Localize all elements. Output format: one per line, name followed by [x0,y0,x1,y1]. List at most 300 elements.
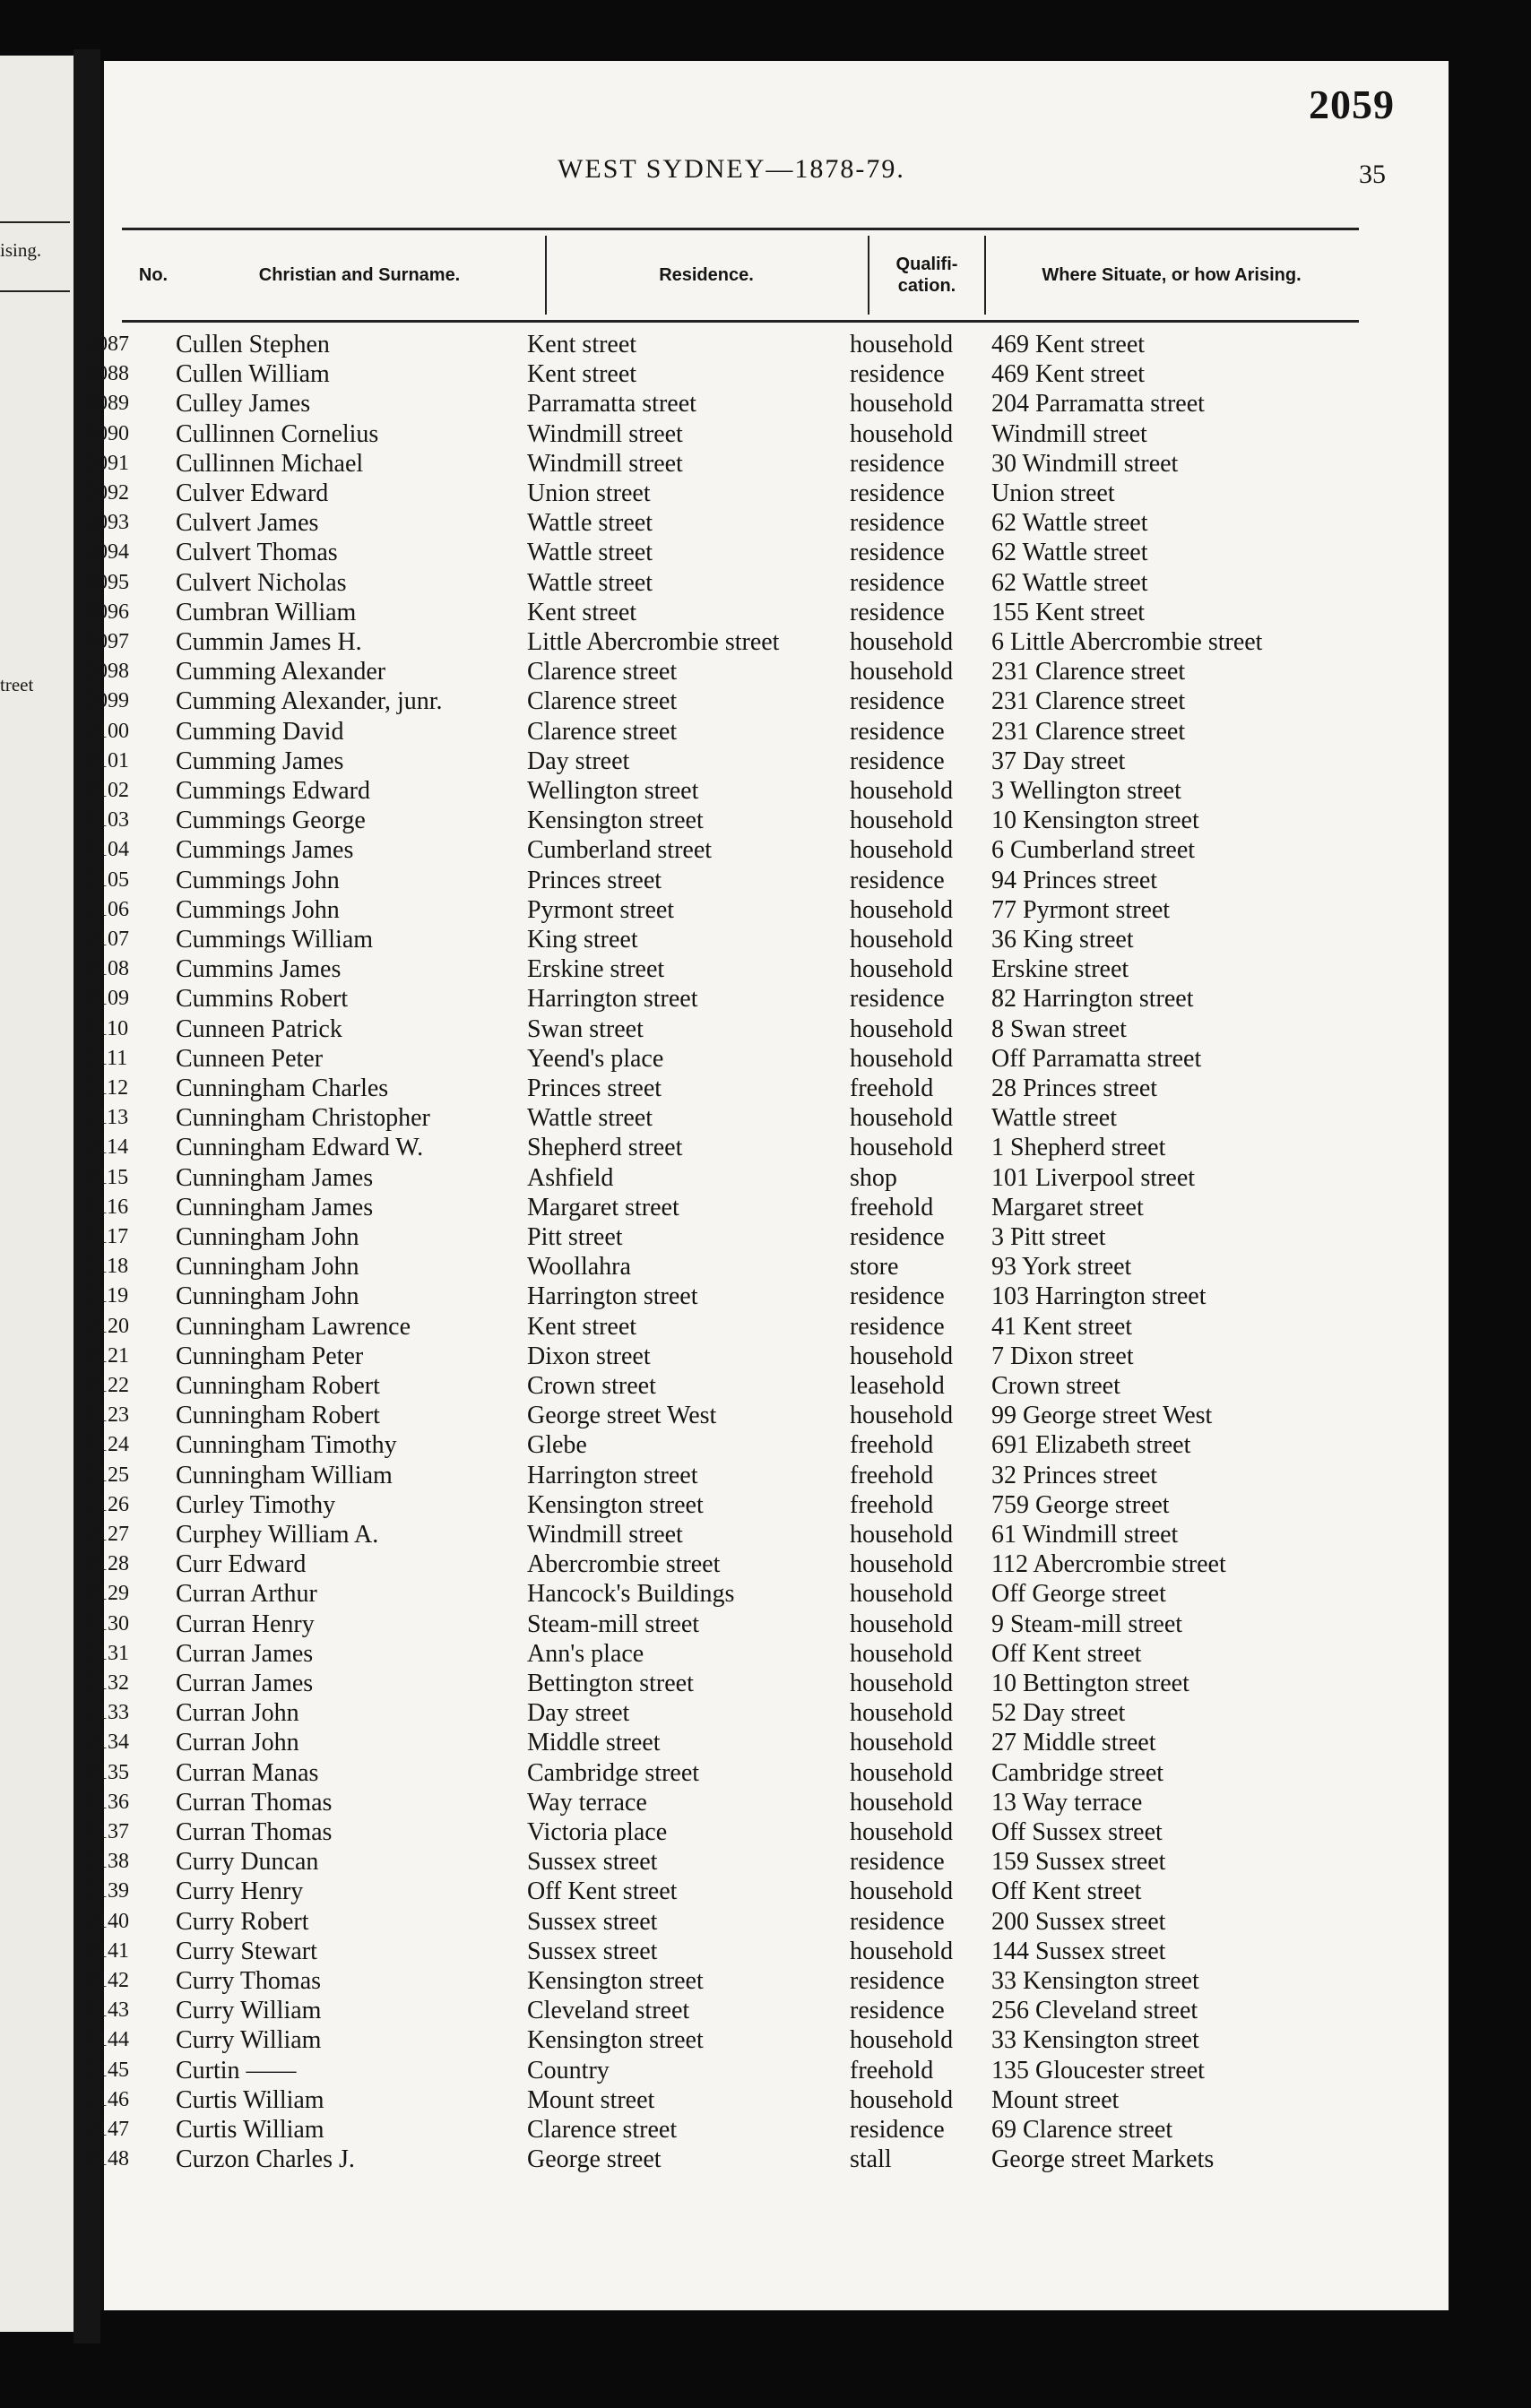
table-row [86,389,1449,419]
entry-number: 2106 [86,897,129,921]
elector-name: Cunningham William [176,1461,393,1489]
residence: George street [527,2145,662,2174]
entry-number: 2099 [86,689,129,713]
residence: Little Abercrombie street [527,628,780,656]
where-situate: Cambridge street [991,1758,1164,1787]
where-situate: 6 Cumberland street [991,836,1196,865]
table-row [86,1014,1449,1044]
table-row [86,1401,1449,1430]
qualification: stall [850,2145,892,2174]
qualification: residence [850,568,945,597]
where-situate: 10 Bettington street [991,1670,1189,1697]
entry-number: 2126 [86,1492,129,1516]
residence: Wattle street [527,1104,653,1133]
where-situate: 52 Day street [991,1699,1126,1728]
header-name: Christian and Surname. [258,265,461,285]
residence: Wattle street [527,568,653,597]
qualification: household [850,331,954,358]
where-situate: Off Sussex street [991,1818,1163,1846]
where-situate: Off Kent street [991,1639,1142,1668]
qualification: store [850,1253,899,1282]
elector-name: Cunneen Peter [176,1044,324,1073]
residence: Pyrmont street [527,895,675,924]
residence: Harrington street [527,1282,698,1311]
entry-number: 2129 [86,1582,129,1606]
where-situate: 103 Harrington street [991,1282,1207,1311]
qualification: household [850,895,954,924]
table-row [86,1669,1449,1698]
table-row [86,1579,1449,1609]
entry-number: 2115 [86,1165,129,1189]
entry-number: 2113 [86,1106,129,1130]
qualification: household [850,1402,954,1430]
where-situate: 69 Clarence street [991,2116,1173,2144]
qualification: residence [850,1907,945,1936]
entry-number: 2144 [86,2028,129,2052]
qualification: household [850,807,954,835]
where-situate: Windmill street [991,419,1147,448]
table-row [86,2145,1449,2174]
residence: Kensington street [527,807,704,835]
where-situate: 93 York street [991,1253,1132,1282]
facing-page-text-fragment: treet [0,674,34,695]
where-situate: 9 Steam-mill street [991,1610,1183,1638]
elector-name: Curry Henry [176,1877,304,1906]
elector-name: Culvert Nicholas [176,568,347,597]
elector-name: Cummings John [176,866,340,894]
residence: Sussex street [527,1937,658,1965]
elector-name: Curran James [176,1670,314,1697]
elector-name: Cunningham Christopher [176,1104,430,1133]
qualification: household [850,2085,954,2114]
entry-number: 2092 [86,481,129,505]
entry-number: 2120 [86,1314,129,1338]
table-row [86,1312,1449,1342]
table-row [86,2115,1449,2145]
elector-name: Curran Thomas [176,1818,333,1846]
residence: Wellington street [527,777,699,805]
facing-page-header-fragment: ising. [0,239,42,261]
entry-number: 2128 [86,1552,129,1576]
elector-name: Cummings John [176,895,340,924]
residence: Crown street [527,1372,656,1400]
elector-name: Cunningham John [176,1223,359,1251]
residence: Yeend's place [527,1044,664,1073]
residence: Way terrace [527,1788,647,1817]
elector-name: Cunningham John [176,1282,359,1311]
where-situate: Wattle street [991,1104,1118,1133]
where-situate: 62 Wattle street [991,509,1148,538]
entry-number: 2110 [86,1016,129,1040]
where-situate: 62 Wattle street [991,539,1148,567]
table-row [86,1698,1449,1728]
entry-number: 2087 [86,332,129,356]
residence: George street West [527,1402,717,1430]
entry-number: 2098 [86,660,129,684]
table-row [86,1610,1449,1639]
elector-name: Cunningham Robert [176,1402,380,1430]
qualification: household [850,1580,954,1609]
where-situate: 33 Kensington street [991,1967,1199,1995]
header-where: Where Situate, or how Arising. [1042,265,1302,285]
residence: Kent street [527,1312,637,1341]
table-row [86,1074,1449,1103]
table-row [86,330,1449,359]
qualification: residence [850,1312,945,1341]
register-page [86,61,1449,2310]
entry-number: 2100 [86,719,129,743]
qualification: household [850,1758,954,1787]
entry-number: 2102 [86,779,129,802]
table-row [86,1996,1449,2025]
where-situate: 99 George street West [991,1402,1213,1430]
qualification: freehold [850,2056,934,2084]
residence: Princes street [527,1075,662,1102]
table-row [86,2085,1449,2115]
where-situate: 27 Middle street [991,1729,1156,1757]
qualification: freehold [850,1461,934,1489]
elector-name: Culvert Thomas [176,539,338,567]
residence: Sussex street [527,1907,658,1936]
residence: Cumberland street [527,836,713,865]
elector-name: Curtis William [176,2116,324,2144]
table-row [86,895,1449,925]
header-no: No. [138,265,169,285]
table-row [86,1549,1449,1579]
qualification: residence [850,1282,945,1311]
entry-number: 2143 [86,1998,129,2023]
qualification: household [850,1699,954,1728]
table-row [86,835,1449,865]
where-situate: 231 Clarence street [991,687,1186,716]
table-row [86,1430,1449,1460]
elector-name: Cumming James [176,747,344,775]
qualification: residence [850,1997,945,2025]
entry-number: 2089 [86,392,129,416]
entry-number: 2093 [86,511,129,535]
table-row [86,359,1449,389]
where-situate: 469 Kent street [991,331,1146,358]
table-row [86,925,1449,954]
where-situate: 1 Shepherd street [991,1134,1166,1162]
where-situate: George street Markets [991,2145,1215,2174]
residence: Swan street [527,1014,644,1043]
where-situate: 200 Sussex street [991,1907,1166,1936]
residence: Clarence street [527,2116,678,2144]
entry-number: 2118 [86,1255,129,1279]
qualification: residence [850,449,945,478]
entry-number: 2141 [86,1938,129,1963]
elector-name: Cumming Alexander, junr. [176,687,443,716]
table-row [86,2056,1449,2085]
elector-name: Cummings George [176,807,366,835]
table-row [86,984,1449,1014]
table-row [86,1282,1449,1311]
elector-name: Cullen Stephen [176,331,330,358]
elector-name: Cumbran William [176,598,357,626]
residence: Sussex street [527,1848,658,1877]
elector-name: Cummings William [176,926,374,954]
elector-name: Cummings James [176,836,354,865]
where-situate: 7 Dixon street [991,1342,1134,1370]
where-situate: 3 Wellington street [991,777,1181,805]
where-situate: 61 Windmill street [991,1521,1179,1549]
entry-number: 2130 [86,1611,129,1636]
qualification: residence [850,479,945,507]
entry-number: 2148 [86,2147,129,2171]
qualification: household [850,1014,954,1043]
entry-number: 2131 [86,1641,129,1665]
where-situate: 101 Liverpool street [991,1163,1196,1192]
qualification: household [850,1342,954,1370]
table-row [86,1520,1449,1549]
qualification: residence [850,687,945,716]
entry-number: 2139 [86,1879,129,1903]
residence: Off Kent street [527,1877,678,1906]
where-situate: 231 Clarence street [991,658,1186,686]
residence: Harrington street [527,1461,698,1489]
residence: Victoria place [527,1818,668,1846]
elector-name: Curzon Charles J. [176,2145,355,2174]
residence: Abercrombie street [527,1550,721,1579]
table-row [86,1639,1449,1669]
residence: King street [527,926,638,954]
elector-name: Cumming David [176,717,344,746]
where-situate: 28 Princes street [991,1075,1158,1102]
qualification: household [850,1788,954,1817]
qualification: residence [850,598,945,626]
table-row [86,1163,1449,1193]
elector-name: Curry Duncan [176,1848,319,1877]
residence: Dixon street [527,1342,651,1370]
elector-name: Culvert James [176,509,319,538]
residence: Woollahra [527,1253,631,1282]
elector-name: Cunningham Timothy [176,1431,397,1460]
residence: Ashfield [527,1163,614,1192]
table-row [86,1728,1449,1757]
qualification: household [850,777,954,805]
qualification: residence [850,866,945,894]
residence: Ann's place [527,1639,644,1668]
elector-name: Cullinnen Cornelius [176,419,379,448]
qualification: household [850,390,954,419]
where-situate: Union street [991,479,1115,507]
elector-name: Curry William [176,2026,322,2055]
page-title: WEST SYDNEY—1878-79. [558,154,905,184]
entry-number: 2101 [86,748,129,772]
entry-number: 2117 [86,1225,129,1248]
residence: Windmill street [527,1521,683,1549]
entry-number: 2138 [86,1850,129,1874]
where-situate: 231 Clarence street [991,717,1186,746]
qualification: residence [850,2116,945,2144]
where-situate: 3 Pitt street [991,1223,1106,1251]
elector-name: Curr Edward [176,1550,307,1579]
qualification: household [850,628,954,656]
residence: Kent street [527,360,637,389]
qualification: household [850,1104,954,1133]
entry-number: 2145 [86,2058,129,2082]
elector-name: Cumming Alexander [176,658,386,686]
table-row [86,1788,1449,1817]
residence: Windmill street [527,419,683,448]
qualification: household [850,1877,954,1906]
elector-name: Curran Thomas [176,1788,333,1817]
residence: Princes street [527,866,662,894]
qualification: freehold [850,1431,934,1460]
elector-name: Curry William [176,1997,322,2025]
qualification: household [850,836,954,865]
where-situate: 759 George street [991,1490,1170,1519]
elector-name: Cullinnen Michael [176,449,364,478]
qualification: household [850,926,954,954]
where-situate: 33 Kensington street [991,2026,1199,2055]
table-row [86,1490,1449,1520]
table-row [86,1966,1449,1996]
where-situate: 94 Princes street [991,866,1158,894]
elector-name: Cunneen Patrick [176,1014,342,1043]
qualification: household [850,1134,954,1162]
elector-name: Curphey William A. [176,1521,379,1549]
header-residence: Residence. [659,265,754,285]
entry-number: 2097 [86,630,129,653]
residence: Kensington street [527,2026,704,2055]
where-situate: Mount street [991,2085,1120,2114]
entry-number: 2104 [86,838,129,862]
qualification: freehold [850,1075,934,1102]
qualification: household [850,1639,954,1668]
where-situate: 204 Parramatta street [991,390,1205,419]
qualification: residence [850,360,945,389]
entry-number: 2137 [86,1820,129,1843]
entry-number: 2109 [86,987,129,1011]
where-situate: 8 Swan street [991,1014,1127,1043]
table-row [86,1817,1449,1847]
entry-number: 2091 [86,451,129,475]
elector-name: Cummins James [176,955,342,984]
where-situate: 30 Windmill street [991,449,1179,478]
qualification: household [850,1610,954,1638]
qualification: household [850,1818,954,1846]
residence: Wattle street [527,509,653,538]
entry-number: 2108 [86,957,129,981]
qualification: residence [850,509,945,538]
residence: Clarence street [527,687,678,716]
where-situate: 41 Kent street [991,1312,1133,1341]
where-situate: 10 Kensington street [991,807,1199,835]
qualification: residence [850,717,945,746]
elector-name: Cunningham Charles [176,1075,389,1102]
where-situate: 144 Sussex street [991,1937,1166,1965]
elector-name: Cunningham John [176,1253,359,1282]
entry-number: 2094 [86,540,129,565]
entry-number: 2142 [86,1969,129,1992]
elector-name: Cunningham Lawrence [176,1312,411,1341]
table-row [86,1847,1449,1877]
where-situate: 6 Little Abercrombie street [991,628,1263,656]
qualification: household [850,1044,954,1073]
residence: Day street [527,1699,630,1728]
entry-number: 2147 [86,2118,129,2141]
entry-number: 2112 [86,1076,129,1100]
elector-name: Curran James [176,1639,314,1668]
where-situate: 13 Way terrace [991,1788,1143,1817]
table-row [86,1193,1449,1222]
residence: Bettington street [527,1670,694,1697]
where-situate: 469 Kent street [991,360,1146,389]
table-row [86,1342,1449,1371]
residence: Kensington street [527,1967,704,1995]
elector-name: Cunningham Robert [176,1372,380,1400]
entry-number: 2124 [86,1433,129,1457]
where-situate: Margaret street [991,1193,1144,1221]
table-row [86,1044,1449,1074]
entry-number: 2122 [86,1374,129,1397]
facing-page-rule [0,221,70,223]
residence: Kensington street [527,1490,704,1519]
residence: Windmill street [527,449,683,478]
qualification: household [850,658,954,686]
residence: Erskine street [527,955,665,984]
residence: Clarence street [527,658,678,686]
qualification: residence [850,1223,945,1251]
residence: Harrington street [527,985,698,1014]
qualification: leasehold [850,1372,945,1400]
qualification: household [850,419,954,448]
table-row [86,1371,1449,1401]
table-row [86,1907,1449,1937]
qualification: freehold [850,1193,934,1221]
elector-name: Curran Manas [176,1758,319,1787]
qualification: residence [850,1848,945,1877]
entry-number: 2121 [86,1343,129,1368]
entry-number: 2136 [86,1790,129,1814]
table-row [86,479,1449,508]
qualification: household [850,1550,954,1579]
residence: Parramatta street [527,390,696,419]
entry-number: 2111 [86,1046,128,1070]
elector-name: Cummins Robert [176,985,349,1014]
where-situate: 77 Pyrmont street [991,895,1171,924]
where-situate: 155 Kent street [991,598,1146,626]
entry-number: 2132 [86,1671,129,1695]
table-row [86,866,1449,895]
residence: Pitt street [527,1223,623,1251]
facing-page-rule [0,290,70,292]
entry-number: 2119 [86,1284,129,1308]
elector-name: Curry Robert [176,1907,309,1936]
residence: Hancock's Buildings [527,1580,735,1609]
residence: Clarence street [527,717,678,746]
table-row [86,776,1449,806]
qualification: household [850,1670,954,1697]
qualification: household [850,955,954,984]
where-situate: 32 Princes street [991,1461,1158,1489]
where-situate: Off Parramatta street [991,1044,1202,1073]
entry-number: 2134 [86,1730,129,1755]
elector-name: Curley Timothy [176,1490,336,1519]
elector-name: Cunningham Edward W. [176,1134,424,1162]
residence: Margaret street [527,1193,679,1221]
entry-number: 2107 [86,928,129,951]
table-row [86,657,1449,686]
table-row [86,686,1449,716]
residence: Shepherd street [527,1134,683,1162]
qualification: residence [850,747,945,775]
table-row [86,1461,1449,1490]
table-row [86,717,1449,747]
elector-name: Cummings Edward [176,777,370,805]
